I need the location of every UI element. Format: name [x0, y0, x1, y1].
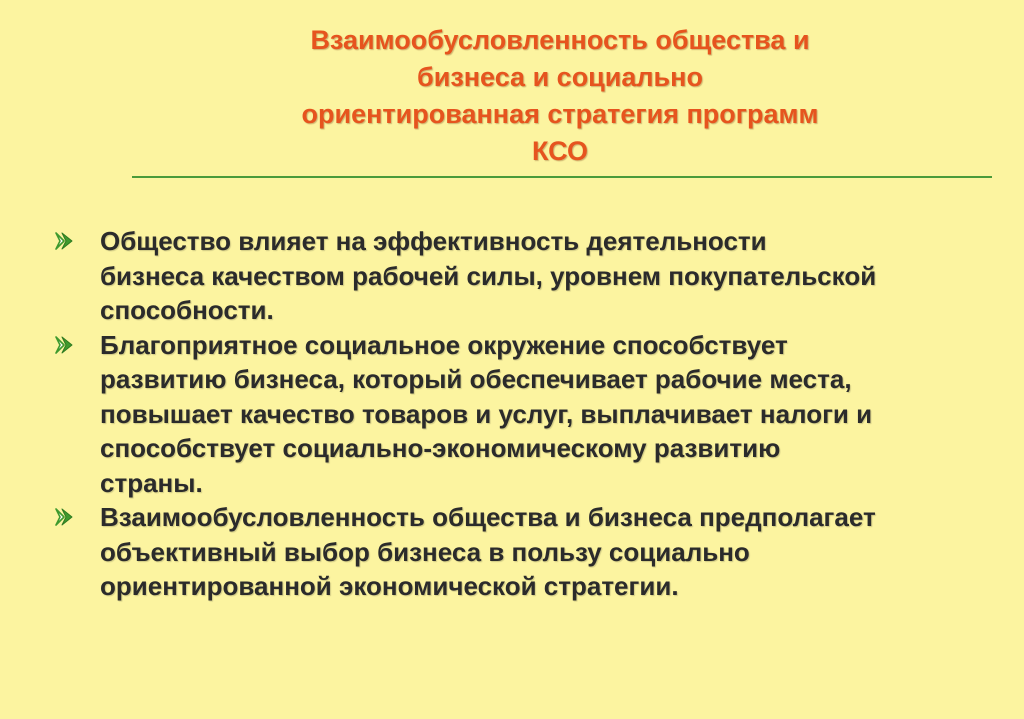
bullet-line: страны.	[100, 467, 203, 498]
title-line: КСО	[532, 136, 588, 166]
title-line: ориентированная стратегия программ	[301, 99, 819, 129]
arrowhead-check-icon	[52, 224, 80, 258]
title-divider	[132, 176, 992, 178]
bullet-line: бизнеса качеством рабочей силы, уровнем покупательской	[100, 260, 877, 291]
bullet-list	[52, 224, 1002, 604]
title-line: бизнеса и социально	[417, 62, 703, 92]
arrowhead-check-icon	[52, 500, 80, 534]
bullet-line: ориентированной экономической стратегии.	[100, 571, 679, 601]
bullet-item	[52, 500, 1002, 604]
bullet-line: Общество влияет на эффективность деятельности	[100, 226, 767, 256]
bullet-line: Благоприятное социальное окружение способствует	[100, 329, 788, 360]
bullet-item	[52, 328, 1002, 501]
bullet-line: способствует социально-экономическому развитию	[100, 433, 781, 463]
arrowhead-check-icon	[52, 328, 80, 362]
bullet-line: объективный выбор бизнеса в пользу социально	[100, 536, 750, 567]
bullet-line: развитию бизнеса, который обеспечивает рабочие места,	[100, 364, 852, 394]
bullet-text	[100, 224, 1002, 328]
bullet-text	[100, 328, 1002, 501]
bullet-line: Взаимообусловленность общества и бизнеса предполагает	[100, 502, 876, 532]
bullet-line: способности.	[100, 295, 274, 325]
title-line: Взаимообусловленность общества и	[310, 25, 810, 55]
bullet-line: повышает качество товаров и услуг, выплачивает налоги и	[100, 398, 873, 429]
slide-title	[130, 22, 990, 170]
bullet-item	[52, 224, 1002, 328]
bullet-text	[100, 500, 1002, 604]
